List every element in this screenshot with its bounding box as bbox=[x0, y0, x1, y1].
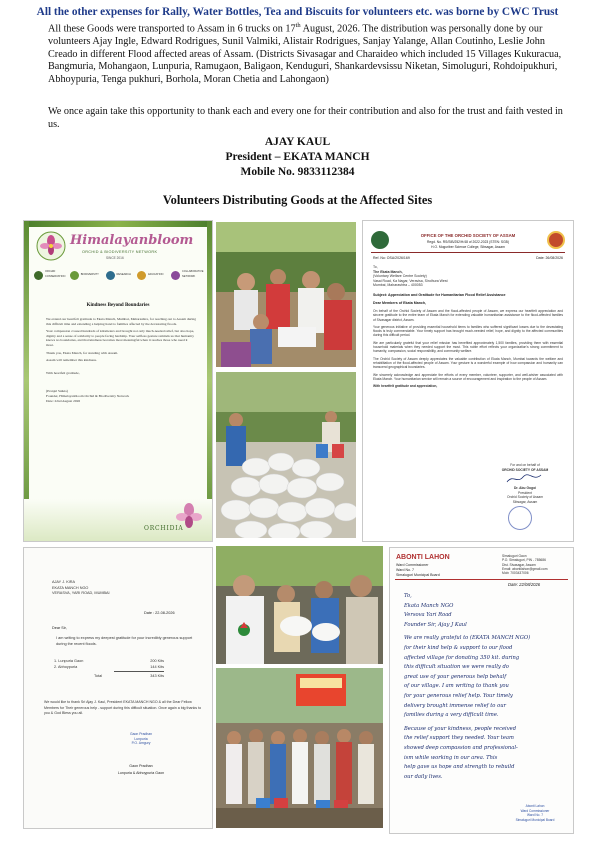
kirtal-signer: Gaon Pradhan bbox=[129, 764, 153, 768]
icon-education: EDUCATION bbox=[137, 267, 166, 283]
brand-tagline: ORCHID & BIODIVERSITY NETWORK bbox=[82, 250, 158, 254]
footer-brand: ORCHIDIA bbox=[144, 525, 184, 532]
brand-since: SINCE 2016 bbox=[106, 256, 124, 260]
leaf-border-right bbox=[207, 221, 212, 541]
icon-network: COLLABORATIVE NETWORK bbox=[171, 267, 204, 283]
brand-name: Himalayanbloom bbox=[70, 233, 194, 248]
ref-date: Date: 26/08/2026 bbox=[536, 256, 563, 260]
leaf-border-top bbox=[24, 221, 212, 227]
orchid-logo bbox=[36, 231, 66, 266]
ward-commissioner-letter bbox=[389, 547, 574, 834]
photo-relief-bags bbox=[216, 372, 356, 538]
expenses-heading: All the other expenses for Rally, Water Bottles, Tea and Biscuits for volunteers etc. was borne by CWC Trust bbox=[36, 6, 559, 18]
letterhead-name: ABONTI LAHON bbox=[396, 554, 450, 561]
sender-block: AJAY J. KIRA EKATA MANCH NGO VERASVA, YARI ROAD, MUMBAI bbox=[52, 580, 110, 595]
microscope-icon bbox=[106, 271, 115, 280]
orchid-society-letter bbox=[362, 220, 574, 542]
signatory-name: AJAY KAUL bbox=[264, 136, 331, 148]
signatory-title: President – EKATA MANCH bbox=[225, 151, 370, 163]
signature-scribble bbox=[483, 472, 567, 486]
orchid-icon bbox=[34, 271, 43, 280]
signatory-mobile: Mobile No. 9833112384 bbox=[240, 166, 355, 178]
seal-icon bbox=[547, 231, 565, 249]
salutation: Dear Members of Ekata Manch, bbox=[373, 301, 427, 305]
orchid-signature-block: For and on behalf of ORCHID SOCIETY OF ASSAM Dr. Abu Gogoi President Orchid Society of Assam Sibsagar, Assam bbox=[483, 463, 567, 505]
icon-orchid-conservation: ORCHID CONSERVATION bbox=[34, 267, 65, 283]
kits-row: 1. Lunpuria Gaon 200 Kits bbox=[54, 659, 164, 663]
transport-paragraph: All these Goods were transported to Assam in 6 trucks on 17th August, 2026. The distribution was personally done by our volunteers Ajay Ingle, Edward Rodrigues, Sunil Valmiki, Alistair Rodrigues, Sanjay Yalange, Allan Coutinho, Leslie John Creado in different Flood affected areas of Assam. (Districts Sivasagar and Charaideo which included 15 Villages Kukuracua, Bangmuria, Mohangaon, Lunpuria, Ramugaon, Baligaon, Kenduguri, Shankardevsissu Niketan, Simoluguri, Rohdoipukhuri, Abhoypuria, Tenga pukhuri, Borhola, Moran Chetia and Lahongaon) bbox=[48, 22, 562, 85]
kits-total-row: Total 343 Kits bbox=[94, 673, 164, 678]
letterhead-ward: Ward No. 7 bbox=[396, 568, 415, 572]
kirtal-date: Date : 22-08-2026 bbox=[144, 611, 175, 615]
kirtal-salutation: Dear Sir, bbox=[52, 626, 67, 630]
kirtal-thanks: We would like to thank Sri Ajay J. Kaul, President EKATA MANCH NGO & all the Dear Fellow Members for Their generous help - support during this difficult situation. Once again a big thanks to you & God Bless you all. bbox=[44, 700, 202, 715]
photo-group-banner bbox=[216, 668, 383, 828]
kirtal-signer-org: Lunpuria & Abhoypuria Gaon bbox=[117, 771, 165, 775]
network-icon bbox=[171, 271, 180, 280]
letterhead-council: Simaluguri Municipal Board bbox=[396, 573, 440, 577]
ref-no: Ref. No: OSA/2026/169 bbox=[373, 256, 410, 260]
letterhead-role: Ward Commissioner bbox=[396, 563, 429, 567]
kirtal-body: I am writing to express my deepest gratitude for your incredibly generous support during the recent floods. bbox=[56, 636, 193, 646]
letterhead-rule bbox=[395, 579, 568, 580]
letterhead-address: Simaluguri Gaon P.O. Simaluguri, PIN - 785686 Dist. Sivasagar, Assam Email: abontilahon@gmail.com Mob: 7003437006 bbox=[502, 554, 548, 576]
photo-handing-kits bbox=[216, 546, 383, 664]
photo-volunteers-crowd bbox=[216, 222, 356, 367]
subject-line: Subject: Appreciation and Gratitude for Humanitarian Flood Relief Assistance bbox=[373, 293, 506, 297]
icon-research: RESEARCH bbox=[106, 267, 133, 283]
himalayanbloom-letter bbox=[23, 220, 213, 542]
header-rule bbox=[371, 252, 565, 253]
kits-row: 2. Abhoypuria 144 Kits bbox=[54, 665, 164, 669]
icon-biodiversity: BIODIVERSITY bbox=[70, 267, 101, 283]
org-reg: Regd. No. RS/SIB/252/H/48 of 2022-2023 (STEN: SGB) bbox=[427, 240, 509, 244]
gaon-stamp: Gaon Pradhan Lunpuria P.O. Amgury bbox=[129, 732, 153, 746]
book-icon bbox=[137, 271, 146, 280]
orchid-letter-body: On behalf of the Orchid Society of Assam and the flood-affected people of Assam, we express our heartfelt appreciation and sincere gratitude to the entire team of Ekata Manch for extending valuable humanitarian assistance to the flood-affected families of Sivasagar district, Assam. Your generous initiative of providing essential household items to families who suffered significant losses due to the devastating floods is truly commendable. Your timely support has brought much-needed relief, hope, and dignity to the affected communities during this difficult period. We are particularly grateful that your relief mission has benefited approximately 1,500 families, providing them with essential household materials when they needed support the most. This noble effort reflects your organization's strong commitment to humanity, compassion, social responsibility, and community welfare. The Orchid Society of Assam deeply appreciates the valuable contribution of Ekata Manch, Mumbai towards the welfare and rehabilitation of the flood-affected people of Assam. Your gesture is a wonderful example of how compassion and humanity can transcend geographical boundaries. We sincerely acknowledge and appreciate the efforts of every member, volunteer, supporter, and well-wisher associated with Ekata Manch. Your humanitarian service will remain a source of encouragement and inspiration to the people of Assam. With heartfelt gratitude and appreciation, bbox=[373, 309, 563, 389]
handwritten-date: Date: 22/08/2026 bbox=[508, 582, 541, 587]
addressee: To, The Ekata Manch, (Voluntary Welfare Centre Society) Vasai Road, Ka Nagar, Veravisa, Sindhura West Mumbai, Maharashtra – 400053 bbox=[373, 265, 448, 288]
org-title: OFFICE OF THE ORCHID SOCIETY OF ASSAM bbox=[420, 233, 516, 238]
feature-icons-row bbox=[34, 267, 204, 283]
commissioner-stamp: Abonti Lahon Ward Commissioner Ward No. 7 Simaluguri Municipal Board bbox=[515, 804, 555, 822]
kits-rule bbox=[114, 671, 164, 672]
letter-heading: Kindness Beyond Boundaries bbox=[86, 303, 150, 308]
org-addr: H.O. Moguriber Science College, Sibsagar, Assam bbox=[431, 245, 505, 249]
orchid-society-logo bbox=[371, 231, 389, 249]
kits-table bbox=[54, 658, 164, 679]
gaon-pradhan-letter bbox=[23, 547, 213, 829]
leaf-border-left bbox=[24, 221, 29, 541]
office-stamp bbox=[508, 506, 532, 530]
thanks-paragraph: We once again take this opportunity to thank each and every one for their contribution and also for the trust and faith vested in us. bbox=[48, 106, 563, 130]
section-title: Volunteers Distributing Goods at the Affected Sites bbox=[162, 193, 433, 207]
letter-body: We extend our heartfelt gratitude to Ekata Manch, Mumbai, Maharashtra, for reaching out to Assam during this difficult time and extending a helping hand to families affected by the devastating floods. Your compassion crossed hundreds of kilometers and brought not only much-needed relief, but also hope, dignity and a sense of solidarity to people facing hardship. Your selfless gesture reminds us that humanity knows no boundaries, and that kindness becomes most meaningful when it reaches those who need it most. Thank you, Ekata Manch, for standing with Assam. Assam will remember this kindness. With heartfelt gratitude, (Pranjal Saikia) Founder, Himalayanbloom Orchid & Biodiversity Network Date: 22nd August 2026 bbox=[46, 317, 196, 403]
leaf-icon bbox=[70, 271, 79, 280]
handwritten-body: To, Ekata Manch NGO Versova Yari Road Founder Sir, Ajay J Kaul We are really grateful to (EKATA MANCH NGO) for their kind help & support to our flood affected village for donating 350 kit. during this difficult situation we were really do great use of your generous help behalf of our village. I am writing to thank you for your generous relief help. Your timely delivery brought immense relief to our families during a very difficult time. Because of your kindness, people received the relief support they needed. Your team showed deep compassion and professional- ism while working in our area. This help gave us hope and strength to rebuild our daily lives. bbox=[404, 593, 531, 780]
